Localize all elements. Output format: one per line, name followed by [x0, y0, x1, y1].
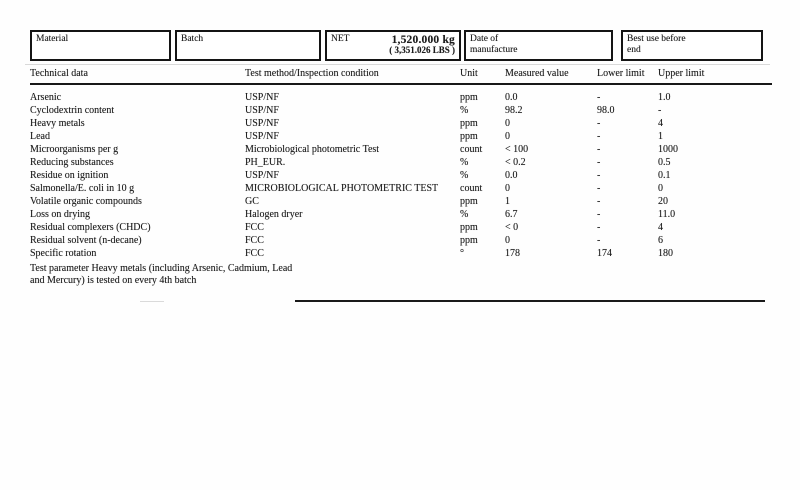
cell-method: Halogen dryer [245, 209, 303, 220]
cell-upper: 1.0 [658, 92, 671, 103]
column-header: Upper limit [658, 68, 705, 79]
cell-method: GC [245, 196, 259, 207]
cell-measured: 98.2 [505, 105, 523, 116]
cell-lower: - [597, 170, 601, 181]
cell-upper: 0 [658, 183, 663, 194]
cell-method: Microbiological photometric Test [245, 144, 380, 155]
cell-unit: ° [460, 248, 464, 259]
cell-lower: - [597, 118, 601, 129]
best-label-line2: end [627, 44, 641, 55]
cell-name: Loss on drying [30, 209, 90, 220]
table-row [30, 169, 770, 182]
cell-measured: 0 [505, 183, 510, 194]
cell-name: Residual solvent (n-decane) [30, 235, 142, 246]
cell-lower: - [597, 235, 601, 246]
net-weight-box [325, 30, 461, 61]
table-row [30, 130, 770, 143]
cell-unit: % [460, 157, 469, 168]
cell-upper: 0.1 [658, 170, 671, 181]
cell-unit: % [460, 209, 469, 220]
cell-name: Salmonella/E. coli in 10 g [30, 183, 135, 194]
table-row [30, 234, 770, 247]
footnote [30, 263, 770, 287]
table-row [30, 247, 770, 260]
cell-upper: 180 [658, 248, 673, 259]
cell-name: Specific rotation [30, 248, 97, 259]
cell-measured: < 0 [505, 222, 519, 233]
cell-name: Residue on ignition [30, 170, 109, 181]
date-label-line2: manufacture [470, 44, 518, 55]
best-label-line1: Best use before [627, 34, 686, 44]
cell-lower: 174 [597, 248, 612, 259]
cell-method: FCC [245, 248, 264, 259]
cell-measured: 1 [505, 196, 510, 207]
cell-upper: 1000 [658, 144, 678, 155]
cell-method: MICROBIOLOGICAL PHOTOMETRIC TEST [245, 183, 439, 194]
cell-measured: < 0.2 [505, 157, 526, 168]
cell-measured: 0.0 [505, 170, 518, 181]
cell-lower: - [597, 209, 601, 220]
table-row [30, 208, 770, 221]
material-label: Material [36, 34, 69, 44]
cell-method: PH_EUR. [245, 157, 286, 168]
cell-name: Residual complexers (CHDC) [30, 222, 151, 233]
table-row [30, 143, 770, 156]
cell-upper: 4 [658, 118, 663, 129]
cell-measured: 0 [505, 131, 510, 142]
cell-method: FCC [245, 235, 264, 246]
date-label-line1: Date of [470, 34, 499, 44]
cell-method: USP/NF [245, 92, 279, 103]
cell-lower: - [597, 144, 601, 155]
cell-name: Arsenic [30, 92, 62, 103]
cell-unit: ppm [460, 235, 478, 246]
cell-upper: 4 [658, 222, 663, 233]
cell-name: Reducing substances [30, 157, 114, 168]
table-header-row [30, 68, 770, 80]
table-row [30, 104, 770, 117]
cell-unit: count [460, 144, 483, 155]
cell-lower: - [597, 131, 601, 142]
cell-unit: ppm [460, 196, 478, 207]
best-use-before-box [621, 30, 763, 61]
cell-method: USP/NF [245, 131, 279, 142]
cell-unit: ppm [460, 222, 478, 233]
cell-name: Heavy metals [30, 118, 85, 129]
cell-unit: ppm [460, 118, 478, 129]
cell-lower: - [597, 92, 601, 103]
net-label: NET [331, 34, 350, 44]
cell-lower: - [597, 183, 601, 194]
cell-measured: 178 [505, 248, 520, 259]
footnote-line1: Test parameter Heavy metals (including Arsenic, Cadmium, Lead [30, 263, 293, 274]
material-box [30, 30, 171, 61]
table-body [30, 91, 770, 260]
cell-upper: 11.0 [658, 209, 676, 220]
cell-name: Cyclodextrin content [30, 105, 115, 116]
scan-smudge [140, 301, 164, 302]
cell-upper: 0.5 [658, 157, 671, 168]
cell-name: Volatile organic compounds [30, 196, 142, 207]
table-row [30, 156, 770, 169]
batch-label: Batch [181, 34, 204, 44]
cell-name: Lead [30, 131, 50, 142]
table-row [30, 91, 770, 104]
column-header: Unit [460, 68, 478, 79]
column-header: Measured value [505, 68, 569, 79]
cell-measured: 0 [505, 118, 510, 129]
cell-method: USP/NF [245, 105, 279, 116]
cell-measured: 0 [505, 235, 510, 246]
scan-artifact-line [25, 64, 770, 65]
cell-method: FCC [245, 222, 264, 233]
cell-unit: % [460, 105, 469, 116]
batch-box [175, 30, 321, 61]
table-row [30, 182, 770, 195]
net-values [389, 35, 455, 57]
cell-unit: count [460, 183, 483, 194]
cell-upper: 6 [658, 235, 663, 246]
net-lbs-value: ( 3,351.026 LBS ) [389, 45, 455, 55]
table-row [30, 221, 770, 234]
horizontal-rule [295, 300, 765, 302]
cell-measured: 0.0 [505, 92, 518, 103]
column-header: Technical data [30, 68, 88, 79]
cell-lower: 98.0 [597, 105, 615, 116]
cell-lower: - [597, 157, 601, 168]
footnote-line2: and Mercury) is tested on every 4th batch [30, 275, 197, 286]
cell-measured: 6.7 [505, 209, 518, 220]
column-header: Lower limit [597, 68, 645, 79]
cell-upper: - [658, 105, 662, 116]
cell-upper: 1 [658, 131, 663, 142]
cell-unit: % [460, 170, 469, 181]
cell-method: USP/NF [245, 118, 279, 129]
cell-unit: ppm [460, 131, 478, 142]
net-kg-value: 1,520.000 kg [391, 34, 455, 46]
table-row [30, 117, 770, 130]
table-row [30, 195, 770, 208]
cell-measured: < 100 [505, 144, 529, 155]
date-of-manufacture-box [464, 30, 613, 61]
cell-unit: ppm [460, 92, 478, 103]
cell-upper: 20 [658, 196, 668, 207]
column-header: Test method/Inspection condition [245, 68, 379, 79]
cell-lower: - [597, 196, 601, 207]
cell-lower: - [597, 222, 601, 233]
header-rule [30, 83, 772, 85]
cell-name: Microorganisms per g [30, 144, 119, 155]
cell-method: USP/NF [245, 170, 279, 181]
technical-data-table [30, 68, 770, 287]
